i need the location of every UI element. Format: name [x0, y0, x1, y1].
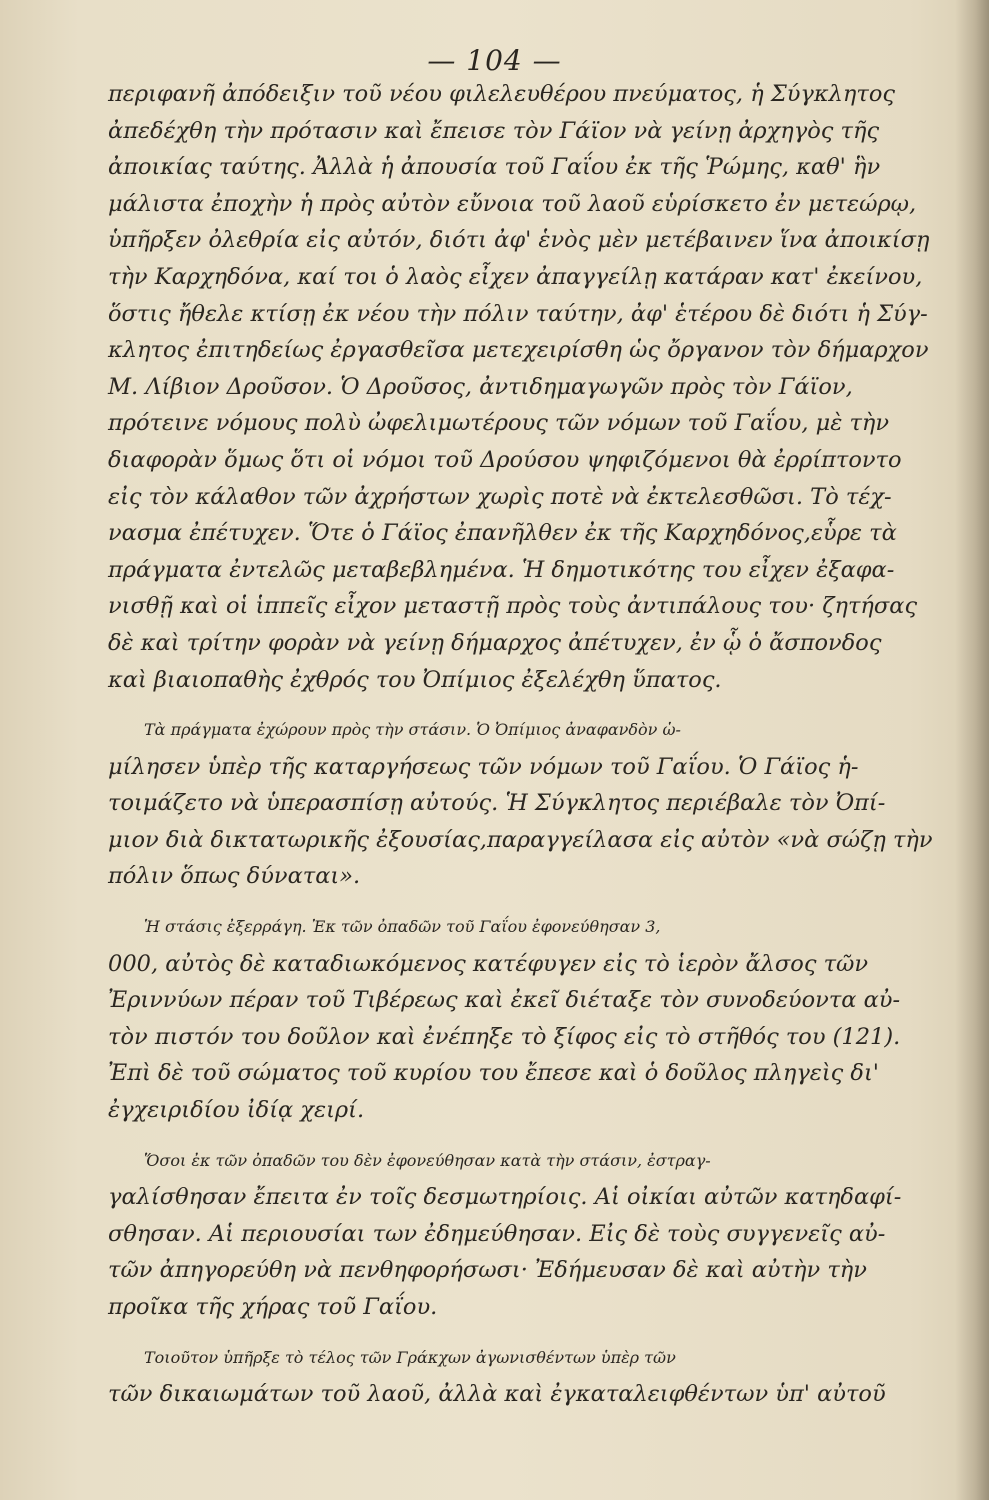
text-line: περιφανῆ ἀπόδειξιν τοῦ νέου φιλελευθέρου πνεύματος, ἡ Σύγκλητος — [108, 81, 895, 107]
text-line: εἰς τὸν κάλαθον τῶν ἀχρήστων χωρὶς ποτὲ νὰ ἐκτελεσθῶσι. Τὸ τέχ- — [108, 483, 892, 510]
text-line: νασμα ἐπέτυχεν. Ὅτε ὁ Γάϊος ἐπανῆλθεν ἐκ τῆς Καρχηδόνος,εὗρε τὰ — [108, 520, 897, 547]
text-line: νισθῇ καὶ οἱ ἱππεῖς εἶχον μεταστῇ πρὸς τοὺς ἀντιπάλους του· ζητήσας — [108, 593, 918, 620]
paragraph-2 — [108, 712, 968, 895]
text-line: προῖκα τῆς χήρας τοῦ Γαΐου. — [108, 1294, 438, 1320]
text-line: τῶν δικαιωμάτων τοῦ λαοῦ, ἀλλὰ καὶ ἐγκαταλειφθέντων ὑπ' αὐτοῦ — [108, 1381, 886, 1408]
paragraph-3 — [108, 909, 968, 1129]
text-line: τοιμάζετο νὰ ὑπερασπίσῃ αὐτούς. Ἡ Σύγκλητος περιέβαλε τὸν Ὀπί- — [108, 790, 886, 817]
text-line: ὑπῆρξεν ὀλεθρία εἰς αὐτόν, διότι ἀφ' ἑνὸς μὲν μετέβαινεν ἵνα ἀποικίσῃ — [108, 227, 930, 254]
text-line: τὸν πιστόν του δοῦλον καὶ ἐνέπηξε τὸ ξίφος εἰς τὸ στῆθός του (121). — [108, 1023, 901, 1050]
text-line: 000, αὐτὸς δὲ καταδιωκόμενος κατέφυγεν εἰς τὸ ἱερὸν ἄλσος τῶν — [108, 950, 869, 977]
text-line: Ὅσοι ἐκ τῶν ὀπαδῶν του δὲν ἐφονεύθησαν κατὰ τὴν στάσιν, ἐστραγ- — [144, 1150, 711, 1170]
text-line: Μ. Λίβιον Δροῦσον. Ὁ Δροῦσος, ἀντιδημαγωγῶν πρὸς τὸν Γάϊον, — [108, 373, 853, 400]
text-line: Ἐπὶ δὲ τοῦ σώματος τοῦ κυρίου του ἔπεσε καὶ ὁ δοῦλος πληγεὶς δι' — [108, 1060, 879, 1087]
text-line: ἀπεδέχθη τὴν πρότασιν καὶ ἔπεισε τὸν Γάϊον νὰ γείνῃ ἀρχηγὸς τῆς — [108, 117, 880, 144]
text-line: Ἐριννύων πέραν τοῦ Τιβέρεως καὶ ἐκεῖ διέταξε τὸν συνοδεύοντα αὐ- — [108, 987, 901, 1014]
text-line: ὅστις ἤθελε κτίσῃ ἐκ νέου τὴν πόλιν ταύτην, ἀφ' ἑτέρου δὲ διότι ἡ Σύγ- — [108, 300, 928, 327]
page-body — [108, 76, 968, 1413]
text-line: ἀποικίας ταύτης. Ἀλλὰ ἡ ἀπουσία τοῦ Γαΐου ἐκ τῆς Ῥώμης, καθ' ἣν — [108, 154, 881, 181]
text-line: Ἡ στάσις ἐξερράγη. Ἐκ τῶν ὀπαδῶν τοῦ Γαΐου ἐφονεύθησαν 3, — [144, 917, 661, 937]
text-line: μάλιστα ἐποχὴν ἡ πρὸς αὐτὸν εὔνοια τοῦ λαοῦ εὑρίσκετο ἐν μετεώρῳ, — [108, 190, 917, 217]
text-line: πράγματα ἐντελῶς μεταβεβλημένα. Ἡ δημοτικότης του εἶχεν ἐξαφα- — [108, 556, 895, 583]
text-line: τὴν Καρχηδόνα, καί τοι ὁ λαὸς εἶχεν ἀπαγγείλῃ κατάραν κατ' ἐκείνου, — [108, 263, 923, 290]
text-line: σθησαν. Αἱ περιουσίαι των ἐδημεύθησαν. Εἰς δὲ τοὺς συγγενεῖς αὐ- — [108, 1220, 886, 1247]
text-line: καὶ βιαιοπαθὴς ἐχθρός του Ὀπίμιος ἐξελέχθη ὕπατος. — [108, 666, 722, 693]
text-line: δὲ καὶ τρίτην φορὰν νὰ γείνῃ δήμαρχος ἀπέτυχεν, ἐν ᾧ ὁ ἄσπονδος — [108, 629, 882, 656]
text-line: γαλίσθησαν ἔπειτα ἐν τοῖς δεσμωτηρίοις. Αἱ οἰκίαι αὐτῶν κατηδαφί- — [108, 1184, 902, 1211]
text-line: Τοιοῦτον ὑπῆρξε τὸ τέλος τῶν Γράκχων ἀγωνισθέντων ὑπὲρ τῶν — [144, 1347, 676, 1367]
text-line: τῶν ἀπηγορεύθη νὰ πενθηφορήσωσι· Ἐδήμευσαν δὲ καὶ αὐτὴν τὴν — [108, 1257, 867, 1284]
text-line: μιον διὰ δικτατωρικῆς ἐξουσίας,παραγγείλασα εἰς αὐτὸν «νὰ σώζῃ τὴν — [108, 826, 933, 853]
page-number: — 104 — — [427, 44, 562, 77]
text-line: κλητος ἐπιτηδείως ἐργασθεῖσα μετεχειρίσθη ὡς ὄργανον τὸν δήμαρχον — [108, 337, 929, 364]
text-line: διαφορὰν ὅμως ὅτι οἱ νόμοι τοῦ Δρούσου ψηφιζόμενοι θὰ ἐρρίπτοντο — [108, 446, 902, 473]
paragraph-5 — [108, 1340, 968, 1413]
text-line: ἐγχειριδίου ἰδίᾳ χειρί. — [108, 1097, 365, 1124]
paragraph-4 — [108, 1143, 968, 1326]
text-line: Τὰ πράγματα ἐχώρουν πρὸς τὴν στάσιν. Ὁ Ὀπίμιος ἀναφανδὸν ὡ- — [144, 720, 681, 740]
text-line: πόλιν ὅπως δύναται». — [108, 863, 361, 890]
paragraph-1 — [108, 76, 968, 698]
text-line: μίλησεν ὑπὲρ τῆς καταργήσεως τῶν νόμων τοῦ Γαΐου. Ὁ Γάϊος ἡ- — [108, 753, 859, 780]
text-line: πρότεινε νόμους πολὺ ὠφελιμωτέρους τῶν νόμων τοῦ Γαΐου, μὲ τὴν — [108, 410, 890, 437]
